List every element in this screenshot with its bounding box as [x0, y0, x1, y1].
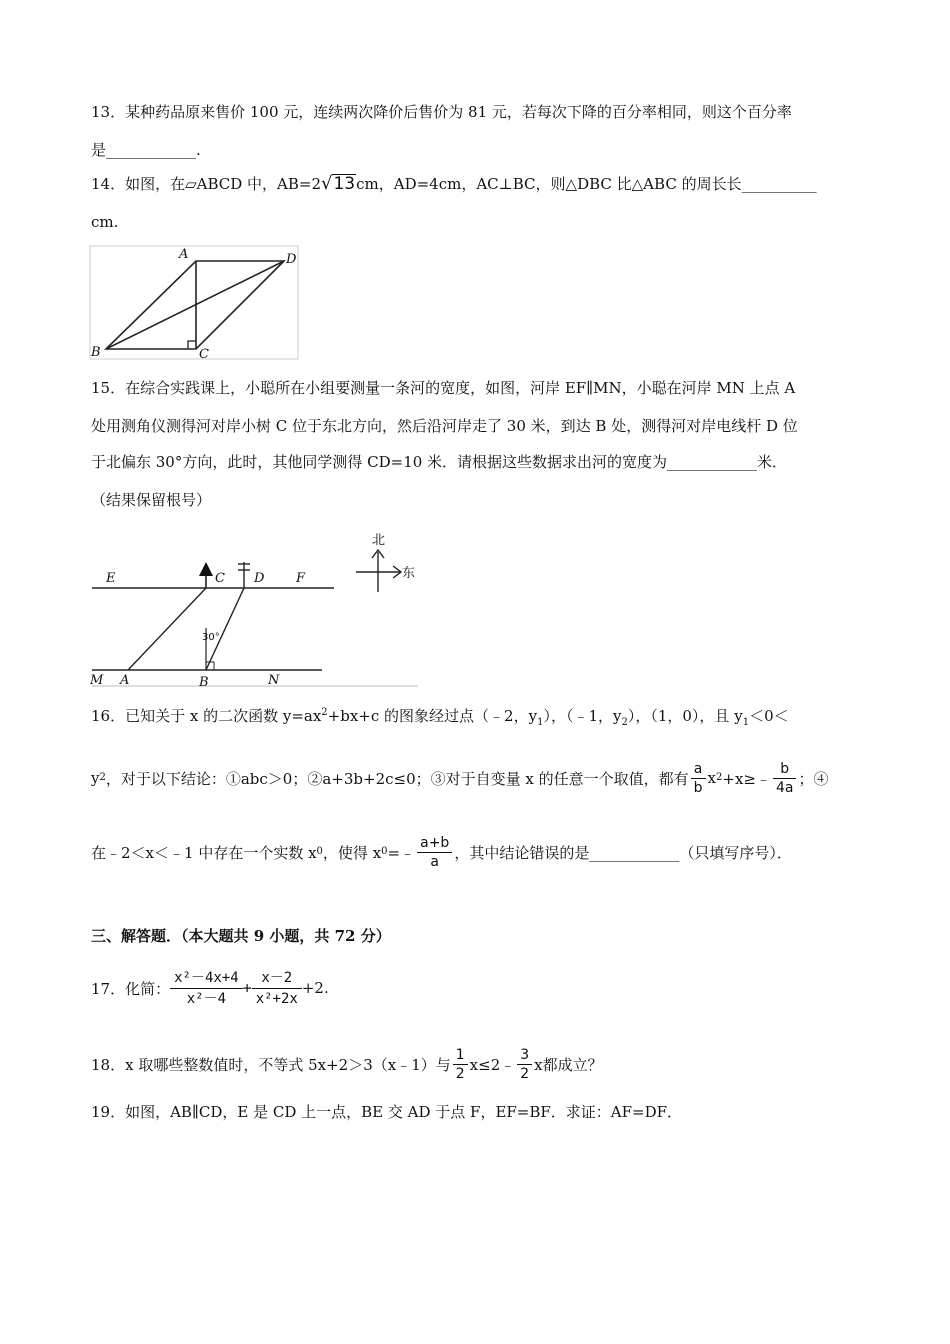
q17-fraction-2: $\frac{x-2}{\text{x²+2x}}$ — [252, 968, 302, 1009]
q18-fraction-1: $\frac{1}{2}$ — [453, 1046, 468, 1083]
q14-parallelogram-figure — [88, 244, 303, 362]
segment-bd — [206, 588, 244, 670]
q16-line2: y 2 ，对于以下结论：①abc＞0；②a+3b+2c≤0；③对于自变量 x 的任意一个取值，都有 $\frac{a}{b}$ x 2 +x≥﹣ $\frac{b}{4a}$ ；④ — [91, 760, 829, 796]
label-c: C — [199, 347, 209, 362]
q15-river-figure — [88, 524, 423, 690]
q17-tail: +2. — [301, 979, 329, 997]
sub-2: 2 — [621, 717, 628, 728]
q17-prefix: 17．化简： — [91, 979, 171, 998]
q15-line1: 15．在综合实践课上，小聪所在小组要测量一条河的宽度，如图，河岸 EF∥MN，小聪在河岸 MN 上点 A — [91, 379, 796, 397]
q19-text: 19．如图，AB∥CD，E 是 CD 上一点，BE 交 AD 于点 F，EF=BF．求证：AF=DF． — [91, 1103, 683, 1121]
q15-line3: 于北偏东 30°方向，此时，其他同学测得 CD=10 米．请根据这些数据求出河的宽度为____________米． — [91, 453, 788, 471]
north-label: 北 — [372, 533, 386, 548]
q15-line4: （结果保留根号） — [91, 491, 212, 509]
q18-fraction-2: $\frac{3}{2}$ — [517, 1046, 532, 1083]
tree-icon — [199, 562, 213, 576]
segment-ac — [128, 588, 206, 670]
label-b: B — [91, 345, 101, 360]
q16-line3-b: ，使得 x — [322, 843, 382, 862]
q16-line3: 在﹣2＜x＜﹣1 中存在一个实数 x 0 ，使得 x 0 =﹣ $\frac{a+b}{a}$ ，其中结论错误的是____________（只填写序号）． — [91, 834, 792, 870]
label-e: E — [106, 571, 116, 586]
q16-line1-a: 16．已知关于 x 的二次函数 y=ax — [91, 707, 322, 725]
q16-line3-a: 在﹣2＜x＜﹣1 中存在一个实数 x — [91, 843, 317, 862]
sub-1: 1 — [537, 717, 544, 728]
label-n: N — [268, 673, 280, 688]
sup-2: 2 — [321, 707, 328, 718]
q16-line2-d: +x≥﹣ — [722, 769, 771, 788]
fraction-a-over-b: $\frac{a}{b}$ — [691, 760, 706, 797]
sub-1b: 1 — [742, 717, 750, 728]
q14-part1: 14．如图，在▱ABCD 中，AB=2 — [91, 175, 321, 193]
q14-sqrt-value: 13 — [333, 174, 356, 194]
sqrt-sign: √ — [321, 173, 333, 194]
label-a: A — [179, 247, 189, 262]
label-c: C — [215, 571, 225, 586]
q14-line2: cm. — [91, 213, 119, 231]
fraction-apb-over-a: $\frac{a+b}{a}$ — [417, 834, 452, 871]
label-f: F — [296, 571, 306, 586]
label-a: A — [120, 673, 130, 688]
label-d: D — [286, 252, 297, 267]
q17-fraction-1: $\frac{\text{x²－4x+4}}{\text{x²－4}}$ — [170, 968, 243, 1009]
segment-bd — [106, 261, 284, 349]
q16-line3-d: ，其中结论错误的是____________（只填写序号）． — [454, 843, 792, 862]
section-title: 三、解答题．（本大题共 9 小题，共 72 分） — [91, 927, 391, 945]
q13-line2: 是____________. — [91, 141, 201, 159]
right-angle-mark — [188, 341, 196, 349]
q17-plus: + — [242, 979, 252, 997]
angle-label: 30° — [202, 632, 220, 643]
east-label: 东 — [402, 566, 416, 581]
label-b: B — [199, 675, 209, 690]
q18-prefix: 18．x 取哪些整数值时，不等式 5x+2＞3（x﹣1）与 — [91, 1055, 451, 1074]
fraction-b-over-4a: $\frac{b}{4a}$ — [773, 760, 797, 797]
q18-mid: x≤2﹣ — [469, 1055, 516, 1074]
q16-line2-b: ，对于以下结论：①abc＞0；②a+3b+2c≤0；③对于自变量 x 的任意一个取值，都有 — [105, 769, 689, 788]
q15-line2: 处用测角仪测得河对岸小树 C 位于东北方向，然后沿河岸走了 30 米，到达 B 处，测得河对岸电线杆 D 位 — [91, 417, 798, 435]
q18-tail: x都成立？ — [534, 1055, 603, 1074]
q16-line2-e: ；④ — [798, 769, 829, 788]
q14-line1 — [91, 174, 817, 194]
q16-line1-c: ），（﹣1，y — [543, 707, 622, 725]
q16-line2-a: y — [91, 769, 100, 787]
q16-line1 — [91, 706, 789, 726]
label-m: M — [90, 673, 104, 688]
q16-line3-c: =﹣ — [387, 843, 416, 862]
q16-line1-b: +bx+c 的图象经过点（﹣2，y — [327, 707, 538, 725]
label-d: D — [254, 571, 265, 586]
q16-line1-d: ），（1，0），且 y — [627, 707, 743, 725]
q14-part2: cm，AD=4cm，AC⊥BC，则△DBC 比△ABC 的周长长__________ — [356, 175, 817, 193]
q16-line2-c: x — [707, 769, 716, 787]
q18 — [91, 1042, 603, 1086]
q17 — [91, 958, 329, 1018]
q16-line1-e: ＜0＜ — [749, 707, 789, 725]
q13-line1: 13．某种药品原来售价 100 元，连续两次降价后售价为 81 元，若每次下降的百分率相同，则这个百分率 — [91, 103, 792, 121]
